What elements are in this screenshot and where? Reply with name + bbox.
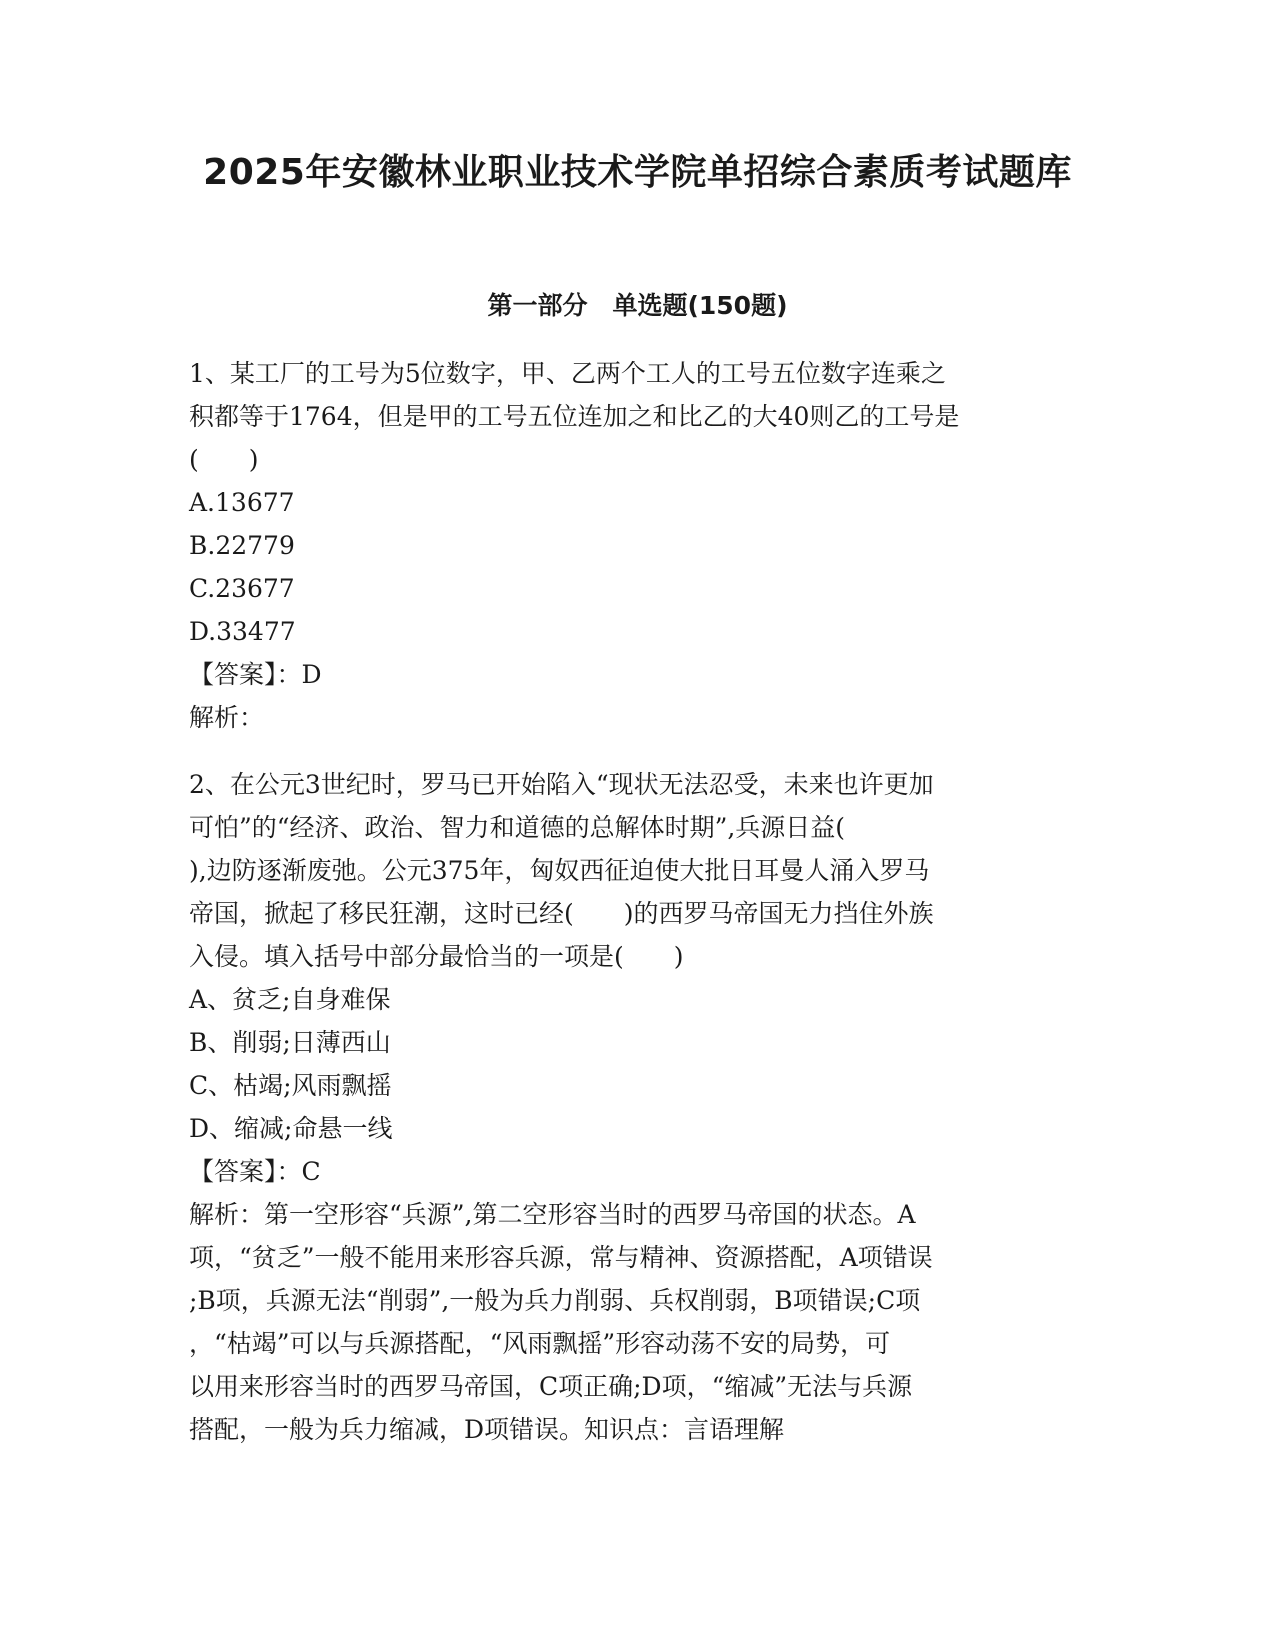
option-b: B、削弱;日薄西山: [189, 1028, 391, 1057]
section-heading: 第一部分 单选题(150题): [487, 291, 788, 320]
analysis-line: 解析：: [189, 703, 265, 732]
analysis-line: ，“枯竭”可以与兵源搭配，“风雨飘摇”形容动荡不安的局势，可: [189, 1329, 891, 1358]
analysis-line: 以用来形容当时的西罗马帝国，C项正确;D项，“缩减”无法与兵源: [189, 1372, 913, 1401]
question-stem-line: 可怕”的“经济、政治、智力和道德的总解体时期”,兵源日益(: [189, 813, 846, 842]
question-stem-line: ),边防逐渐废弛。公元375年，匈奴西征迫使大批日耳曼人涌入罗马: [189, 856, 930, 885]
option-d: D、缩减;命悬一线: [189, 1114, 393, 1143]
question-stem-line: 积都等于1764，但是甲的工号五位连加之和比乙的大40则乙的工号是: [189, 402, 960, 431]
question-stem-line: 入侵。填入括号中部分最恰当的一项是( ): [189, 942, 684, 971]
question-stem-line: 1、某工厂的工号为5位数字，甲、乙两个工人的工号五位数字连乘之: [189, 359, 946, 388]
analysis-line: ;B项，兵源无法“削弱”,一般为兵力削弱、兵权削弱，B项错误;C项: [189, 1286, 921, 1315]
analysis-line: 解析：第一空形容“兵源”,第二空形容当时的西罗马帝国的状态。A: [189, 1200, 916, 1229]
option-c: C、枯竭;风雨飘摇: [189, 1071, 392, 1100]
option-a: A、贫乏;自身难保: [189, 985, 391, 1014]
document-title: 2025年安徽林业职业技术学院单招综合素质考试题库: [203, 152, 1072, 193]
question-1: [189, 352, 1089, 739]
analysis-line: 项，“贫乏”一般不能用来形容兵源，常与精神、资源搭配，A项错误: [189, 1243, 933, 1272]
option-a: A.13677: [189, 488, 295, 517]
question-stem-line: ( ): [189, 445, 259, 474]
analysis-line: 搭配，一般为兵力缩减，D项错误。知识点：言语理解: [189, 1415, 785, 1444]
question-2: [189, 763, 1089, 1451]
question-stem-line: 2、在公元3世纪时，罗马已开始陷入“现状无法忍受，未来也许更加: [189, 770, 934, 799]
option-c: C.23677: [189, 574, 295, 603]
option-b: B.22779: [189, 531, 295, 560]
option-d: D.33477: [189, 617, 296, 646]
answer-line: 【答案】：C: [189, 1157, 321, 1186]
answer-line: 【答案】：D: [189, 660, 322, 689]
question-stem-line: 帝国，掀起了移民狂潮，这时已经( )的西罗马帝国无力挡住外族: [189, 899, 934, 928]
